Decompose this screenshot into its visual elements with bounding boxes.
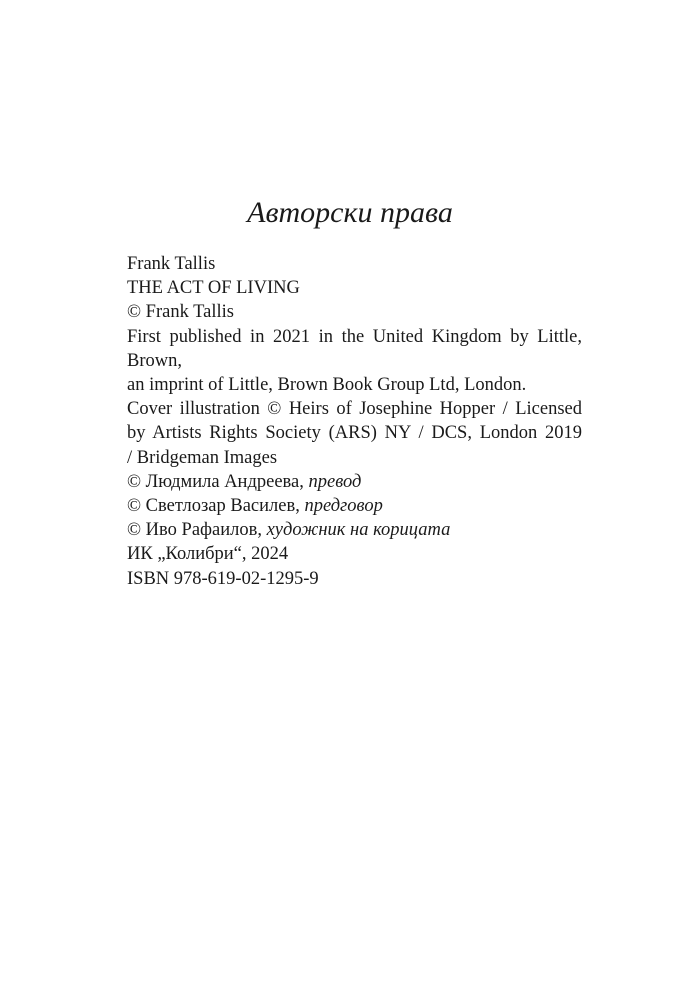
publisher-line: ИК „Колибри“, 2024 bbox=[127, 544, 289, 565]
cover-source-line: / Bridgeman Images bbox=[127, 447, 278, 468]
author-copyright-line: © Frank Tallis bbox=[127, 302, 234, 323]
translator-role: превод bbox=[308, 471, 362, 492]
author-line: Frank Tallis bbox=[127, 254, 216, 274]
first-published-continued-line: Brown, bbox=[127, 350, 182, 371]
cover-artist-credit bbox=[127, 518, 582, 542]
isbn-line: ISBN 978-619-02-1295-9 bbox=[127, 568, 319, 589]
foreword-author-name: © Светлозар Василев, bbox=[127, 496, 305, 517]
page-title: Авторски права bbox=[247, 196, 453, 229]
translator-credit bbox=[127, 470, 582, 494]
foreword-role: предговор bbox=[304, 496, 383, 517]
cover-license-line: by Artists Rights Society (ARS) NY / DCS, London 2019 bbox=[127, 423, 582, 444]
cover-artist-role: художник на корицата bbox=[266, 520, 451, 541]
foreword-credit bbox=[127, 494, 582, 518]
imprint-line: an imprint of Little, Brown Book Group Ltd, London. bbox=[127, 375, 527, 396]
first-published-line: First published in 2021 in the United Kingdom by Little, bbox=[127, 326, 582, 347]
cover-illustration-line: Cover illustration © Heirs of Josephine Hopper / Licensed bbox=[127, 399, 582, 420]
translator-name: © Людмила Андреева, bbox=[127, 471, 309, 492]
cover-artist-name: © Иво Рафаилов, bbox=[127, 520, 267, 541]
copyright-text-block bbox=[127, 252, 582, 591]
original-title-line: THE ACT OF LIVING bbox=[127, 278, 300, 299]
